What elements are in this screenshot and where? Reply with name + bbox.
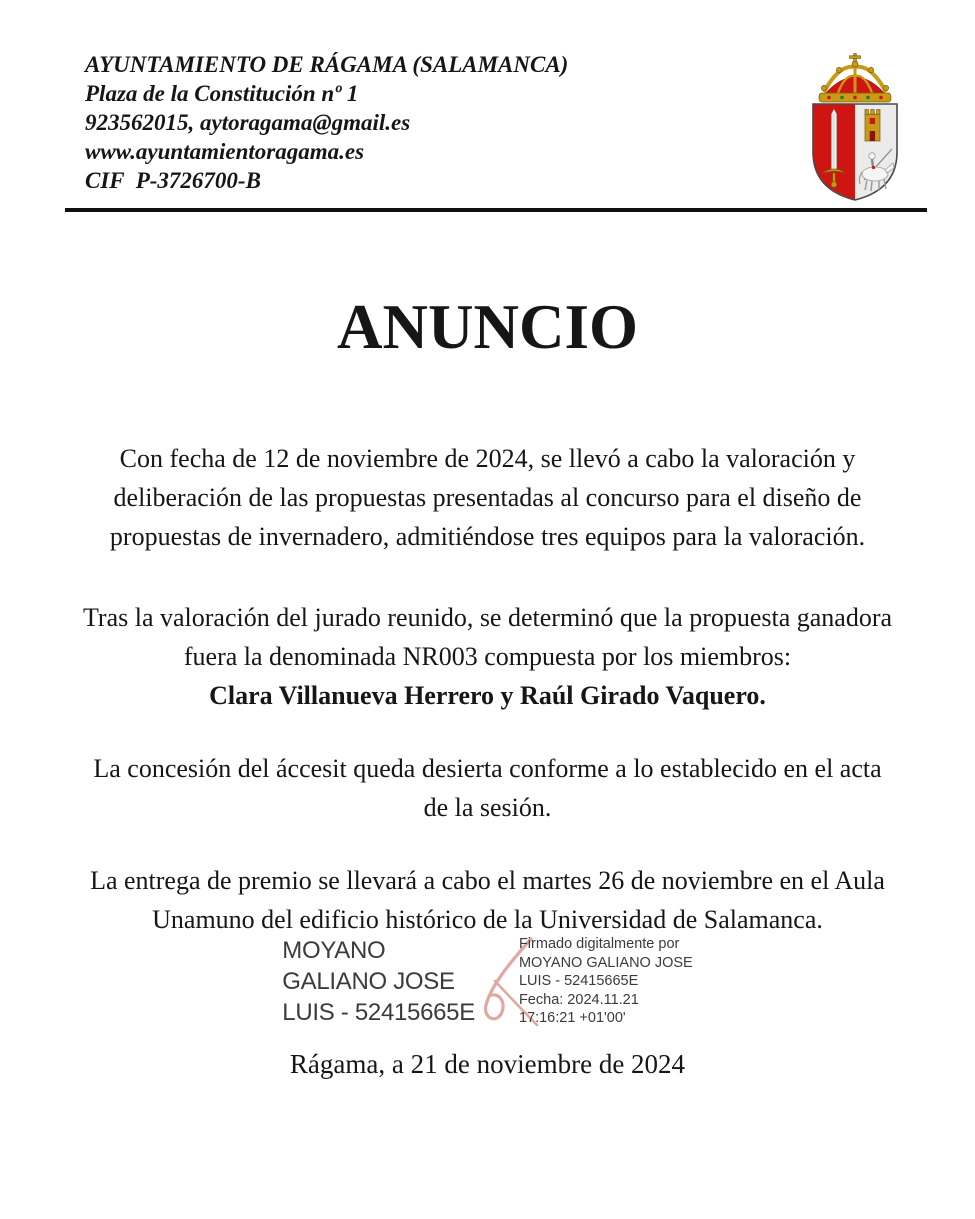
signature-details-line: Fecha: 2024.11.21 [518,991,639,1008]
signer-name-line: GALIANO JOSE [282,968,455,996]
signature-details-line: MOYANO GALIANO JOSE [518,954,693,971]
org-address: Plaza de la Constitución nº 1 [85,81,359,106]
paragraph-accesit: La concesión del áccesit queda desierta conforme a lo establecido en el acta de la sesión. [93,753,882,822]
signer-name-line: MOYANO [282,937,386,965]
place-date-line: Rágama, a 21 de noviembre de 2024 [289,1048,686,1079]
winners-names: Clara Villanueva Herrero y Raúl Girado Vaquero. [209,680,766,710]
signer-name-line: LUIS - 52415665E [282,999,475,1027]
page-title: ANUNCIO [336,292,638,362]
coat-of-arms-icon [805,52,905,202]
org-cif: CIF P-3726700-B [85,168,261,193]
paragraph-ganadores-text: Tras la valoración del jurado reunido, se determinó que la propuesta ganadora fuera la denominada NR003 compuesta por los miembros: [82,602,893,671]
signer-name [282,935,475,1028]
paragraph-ganadores [82,598,894,715]
signature-details [519,935,693,1028]
paragraph-valoracion: Con fecha de 12 de noviembre de 2024, se llevó a cabo la valoración y deliberación de las propuestas presentadas al concurso para el diseño de propuestas de invernadero, admitiéndose tres equipos para la valoración. [109,443,866,551]
org-phone-email: 923562015, aytoragama@gmail.es [85,110,411,135]
org-website: www.ayuntamientoragama.es [85,139,365,164]
org-name: AYUNTAMIENTO DE RÁGAMA (SALAMANCA) [85,52,569,77]
signature-details-line: Firmado digitalmente por [518,936,680,953]
signature-details-line: LUIS - 52415665E [518,973,639,990]
letterhead-divider [65,208,927,212]
letterhead [0,0,975,202]
paragraph-entrega: La entrega de premio se llevará a cabo el martes 26 de noviembre en el Aula Unamuno del edificio histórico de la Universidad de Salamanca. [90,865,885,934]
digital-signature-block [0,933,975,1031]
letterhead-text [85,50,568,195]
signature-details-line: 17:16:21 +01'00' [518,1010,626,1027]
